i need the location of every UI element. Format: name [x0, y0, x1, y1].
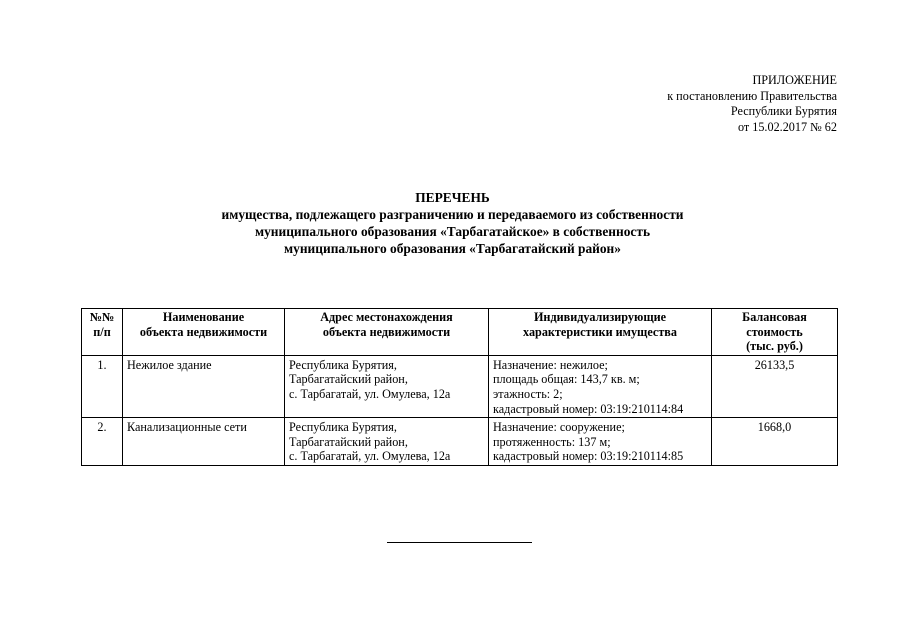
row-number: 2. [82, 418, 123, 466]
row-object-name: Нежилое здание [123, 355, 285, 417]
table-header-row [82, 309, 838, 356]
row-address: Республика Бурятия, Тарбагатайский район, с. Тарбагатай, ул. Омулева, 12а [285, 418, 489, 466]
row-characteristics: Назначение: нежилое; площадь общая: 143,7 кв. м; этажность: 2; кадастровый номер: 03:19:210114:84 [489, 355, 712, 417]
title-line: муниципального образования «Тарбагатайский район» [284, 241, 621, 256]
appendix-block [667, 73, 837, 135]
document-title [0, 189, 905, 257]
appendix-date-number: от 15.02.2017 № 62 [737, 119, 837, 134]
row-number: 1. [82, 355, 123, 417]
title-line: имущества, подлежащего разграничению и передаваемого из собственности [221, 207, 684, 222]
title-heading: ПЕРЕЧЕНЬ [415, 190, 490, 205]
appendix-republic-line: Республики Бурятия [730, 104, 837, 118]
header-number: №№ п/п [82, 309, 123, 356]
appendix-label: ПРИЛОЖЕНИЕ [752, 73, 837, 87]
row-address: Республика Бурятия, Тарбагатайский район, с. Тарбагатай, ул. Омулева, 12а [285, 355, 489, 417]
table-row [82, 355, 838, 417]
row-balance-value: 26133,5 [712, 355, 838, 417]
row-balance-value: 1668,0 [712, 418, 838, 466]
table-row [82, 418, 838, 466]
header-address: Адрес местонахождения объекта недвижимости [285, 309, 489, 356]
header-object-name: Наименование объекта недвижимости [123, 309, 285, 356]
closing-divider-line [387, 542, 532, 543]
row-characteristics: Назначение: сооружение; протяженность: 137 м; кадастровый номер: 03:19:210114:85 [489, 418, 712, 466]
title-line: муниципального образования «Тарбагатайское» в собственность [254, 224, 651, 239]
header-characteristics: Индивидуализирующие характеристики имущества [489, 309, 712, 356]
row-object-name: Канализационные сети [123, 418, 285, 466]
property-table [81, 308, 838, 466]
header-balance-value: Балансовая стоимость (тыс. руб.) [712, 309, 838, 356]
appendix-resolution-line: к постановлению Правительства [667, 88, 837, 103]
